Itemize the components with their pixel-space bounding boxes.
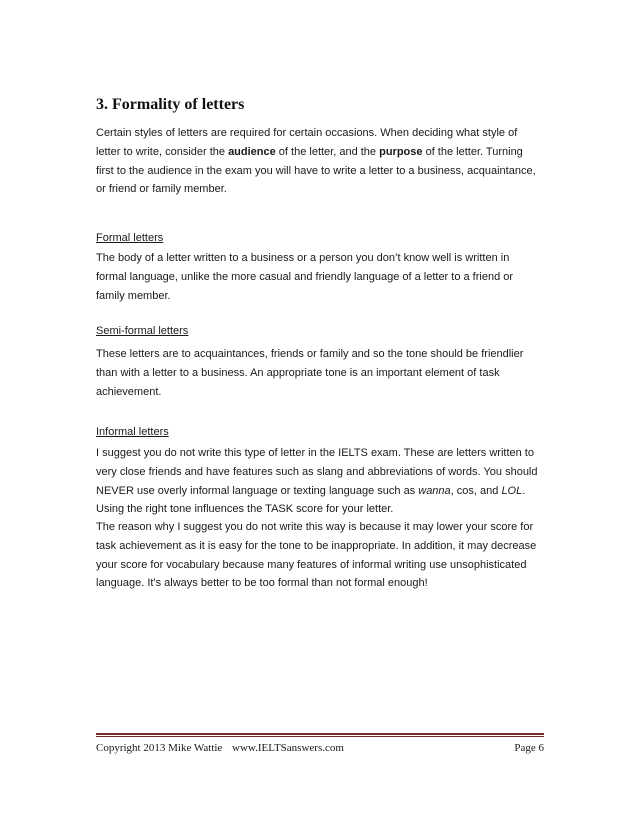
section-title: 3. Formality of letters [96,96,245,113]
semi-formal-letters-heading: Semi-formal letters [96,325,189,337]
text-run: of the letter, and the [275,145,380,158]
page-footer [96,742,544,758]
formal-letters-paragraph: The body of a letter written to a business or a person you don’t know well is written in formal language, unlike the more casual and friendly language of a letter to a friend or family member. [96,252,514,302]
text-run: I suggest you do not write this type of letter in the IELTS exam. These are letters written to very close friends and have features such as slang and abbreviations of words. You should NEVER use overly informal language or texting language such as [96,447,538,497]
footer-page-number: Page 6 [514,742,544,754]
italic-term: LOL [501,484,523,497]
footer-rule [96,733,544,735]
footer-website: www.IELTSanswers.com [232,742,344,754]
bold-term: audience [228,145,276,158]
semi-formal-letters-paragraph: These letters are to acquaintances, friends or family and so the tone should be friendlier than with a letter to a business. An appropriate tone is an important element of task achievement. [96,348,524,398]
footer-copyright: Copyright 2013 Mike Wattie [96,742,223,754]
text-run: , cos, and [450,484,502,497]
footer-rule-thin [96,736,544,737]
intro-paragraph [96,124,542,199]
informal-letters-heading: Informal letters [96,426,169,438]
text-run: of the letter. Turning first to the audience in the exam you will have to write a letter to a business, acquaintance, or friend or family member. [96,145,536,196]
formal-letters-heading: Formal letters [96,232,164,244]
text-run: Certain styles of letters are required for certain occasions. When deciding what style of letter to write, consider the [96,127,518,158]
italic-term: wanna [418,484,451,497]
informal-letters-paragraph-1 [96,444,542,519]
text-run: . Using the right tone influences the TASK score for your letter. [96,484,526,516]
informal-letters-paragraph-2: The reason why I suggest you do not write this way is because it may lower your score for task achievement as it is easy for the tone to be inappropriate. In addition, it may decrease your score for vocabulary because many features of informal writing use unsophisticated language. It's always better to be too formal than not formal enough! [96,521,537,590]
bold-term: purpose [379,145,423,158]
